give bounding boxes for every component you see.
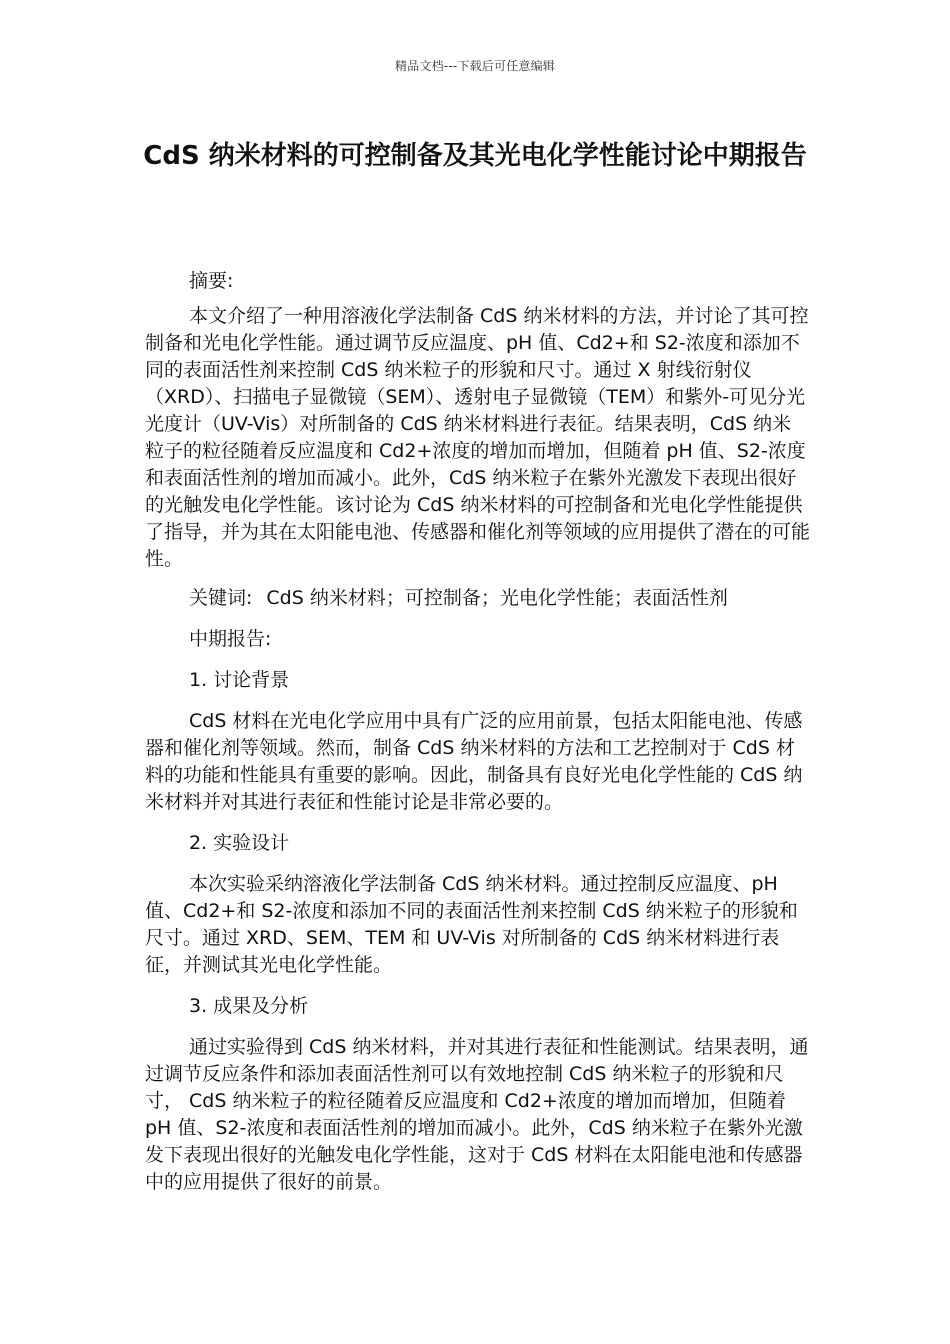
report-label: 中期报告: bbox=[189, 628, 272, 650]
section-text: CdS 材料在光电化学应用中具有广泛的应用前景，包括太阳能电池、传感器和催化剂等领域。然而，制备 CdS 纳米材料的方法和工艺控制对于 CdS 材料的功能和性能具有重要的影响。因此，制备具有良好光电化学性能的 CdS 纳米材料并对其进行表征和性能讨论是非常必要的。 bbox=[145, 710, 803, 813]
section-text: 通过实验得到 CdS 纳米材料，并对其进行表征和性能测试。结果表明，通过调节反应条件和添加表面活性剂可以有效地控制 CdS 纳米粒子的形貌和尺寸， CdS 纳米粒子的粒径随着反应温度和 Cd2+浓度的增加而增加，但随着 pH 值、S2-浓度和表面活性剂的增加而减小。此外，CdS 纳米粒子在紫外光激发下表现出很好的光触发电化学性能，这对于 CdS 材料在太阳能电池和传感器中的应用提供了很好的前景。 bbox=[145, 1036, 809, 1193]
section-heading: 2. 实验设计 bbox=[189, 832, 290, 854]
keywords-label: 关键词: bbox=[189, 587, 253, 609]
section-heading: 1. 讨论背景 bbox=[189, 669, 290, 691]
abstract-label: 摘要: bbox=[189, 270, 234, 292]
header-note: 精品文档---下载后可任意编辑 bbox=[395, 59, 555, 73]
section-text: 本次实验采纳溶液化学法制备 CdS 纳米材料。通过控制反应温度、pH 值、Cd2+和 S2-浓度和添加不同的表面活性剂来控制 CdS 纳米粒子的形貌和尺寸。通过 XRD、SEM、TEM 和 UV-Vis 对所制备的 CdS 纳米材料进行表征，并测试其光电化学性能。 bbox=[145, 873, 798, 976]
keywords-line bbox=[145, 585, 810, 612]
document-title: CdS 纳米材料的可控制备及其光电化学性能讨论中期报告 bbox=[143, 141, 807, 171]
section-heading: 3. 成果及分析 bbox=[189, 995, 309, 1017]
document-body bbox=[145, 268, 810, 1196]
abstract-text: 本文介绍了一种用溶液化学法制备 CdS 纳米材料的方法，并讨论了其可控制备和光电化学性能。通过调节反应温度、pH 值、Cd2+和 S2-浓度和添加不同的表面活性剂来控制 CdS 纳米粒子的形貌和尺寸。通过 X 射线衍射仪（XRD）、扫描电子显微镜（SEM）、透射电子显微镜（TEM）和紫外-可见分光光度计（UV-Vis）对所制备的 CdS 纳米材料进行表征。结果表明，CdS 纳米粒子的粒径随着反应温度和 Cd2+浓度的增加而增加，但随着 pH 值、S2-浓度和表面活性剂的增加而减小。此外，CdS 纳米粒子在紫外光激发下表现出很好的光触发电化学性能。该讨论为 CdS 纳米材料的可控制备和光电化学性能提供了指导，并为其在太阳能电池、传感器和催化剂等领域的应用提供了潜在的可能性。 bbox=[145, 305, 811, 570]
keywords-text: CdS 纳米材料；可控制备；光电化学性能；表面活性剂 bbox=[266, 587, 728, 609]
